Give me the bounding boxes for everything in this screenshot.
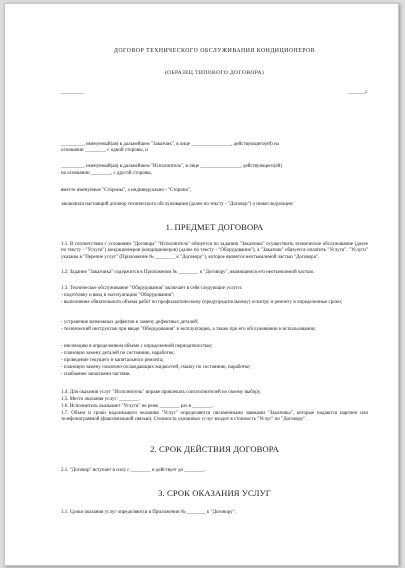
document-body	[61, 4, 368, 565]
concluded-paragraph: заключили настоящий договор технического обслуживания (далее по тексту - "Договор") о нижеследующем:	[61, 202, 294, 207]
paragraph-1-3: 1.3. Техническое обслуживание "Оборудования" включает в себя следующие услуги:	[61, 286, 243, 291]
list-item: - плановую замену смазочно-охлаждающих жидкостей, смазку по состоянию, наработке;	[61, 365, 251, 370]
list-item: - плановую замену деталей по состоянию, наработке;	[61, 351, 175, 356]
paragraph-1-4: 1.4. Для оказания услуг "Исполнитель" вправе привлекать соисполнителей по своему выбору.	[61, 390, 261, 395]
paragraph-1-6: 1.6. Исполнитель оказывает "Услуги" не реже ________ раз в ________.	[61, 404, 214, 409]
date-field: _______г.	[347, 90, 368, 95]
paragraph-1-1: 1.1. В соответствии с условиями "Договора" "Исполнитель" обязуется по заданию "Заказчика" осуществить техническое обслуживание (далее по тексту - "Услуги") кондиционеров (кондиционеров) (далее по тексту - "Оборудование"), а "Заказчик" обязуется оплатить "Услуги". "Услуги" указаны в "Перечне услуг" (Приложение № ________ к "Договору"), которое является неотъемлемой частью "Договора".	[61, 242, 368, 260]
list-item: - выполнение обязательного объема работ по профилактическому (предупредительному) осмотру и ремонту в определенные сроки;	[61, 300, 343, 305]
party1-line-2: основании ________, с одной стороны, и	[61, 148, 148, 153]
list-item: - подготовку и ввод в эксплуатацию "Оборудования";	[61, 293, 175, 298]
party2-line: _________, именуемый(ая) в дальнейшем "Исполнитель", в лице ________________, действующего(ей)	[61, 164, 282, 169]
section-heading-2: 2. СРОК ДЕЙСТВИЯ ДОГОВОРА	[150, 444, 279, 454]
party1-line: _________, именуемый(ая) в дальнейшем "Заказчик", в лице ________________, действующего(ей) на	[61, 142, 279, 147]
paragraph-1-5: 1.5. Место оказания услуг: ________.	[61, 397, 141, 402]
document-title: ДОГОВОР ТЕХНИЧЕСКОГО ОБСЛУЖИВАНИЯ КОНДИЦИОНЕРОВ	[113, 48, 316, 54]
paragraph-1-7: 1.7. Объем и сроки надлежащего оказания "Услуг" определяются письменными заявками "Заказчика", которые подаются нарочно или телефонограммой (факсимильной связью). Стоимость указанных услуг входит в стоимость "Услуг" по "Договору".	[61, 411, 368, 423]
section-heading-1: 1. ПРЕДМЕТ ДОГОВОРА	[165, 222, 264, 232]
document-subtitle: (ОБРАЗЕЦ ТИПОВОГО ДОГОВОРА)	[164, 70, 265, 76]
place-field: _________	[61, 90, 84, 95]
together-line: вместе именуемые "Стороны", а индивидуально - "Сторона",	[61, 188, 192, 193]
paragraph-2-1: 2.1. "Договор" вступает в силу с ________ и действует до ________.	[61, 468, 206, 473]
list-item: - инспекцию в определенном объеме с определенной периодичностью;	[61, 344, 213, 349]
document-page	[4, 3, 399, 566]
list-item: - проведение текущего и капитального ремонта;	[61, 358, 164, 363]
paragraph-1-2: 1.2. Задание "Заказчика" содержится в Приложении № ________ к "Договору", являющемся его неотъемлемой частью.	[61, 270, 315, 275]
party2-line-2: на основании ________, с другой стороны,	[61, 171, 152, 176]
paragraph-3-1: 3.1. Сроки оказания услуг определяются в Приложении №________ к "Договору".	[61, 510, 236, 515]
section-heading-3: 3. СРОК ОКАЗАНИЯ УСЛУГ	[158, 488, 271, 498]
list-item: - устранение возможных дефектов и замену дефектных деталей;	[61, 320, 199, 325]
list-item: - снабжение запасными частями.	[61, 372, 131, 377]
list-item: - технический инструктаж при вводе "Оборудования" в эксплуатацию, а также при его обслуживании и использовании;	[61, 327, 316, 332]
